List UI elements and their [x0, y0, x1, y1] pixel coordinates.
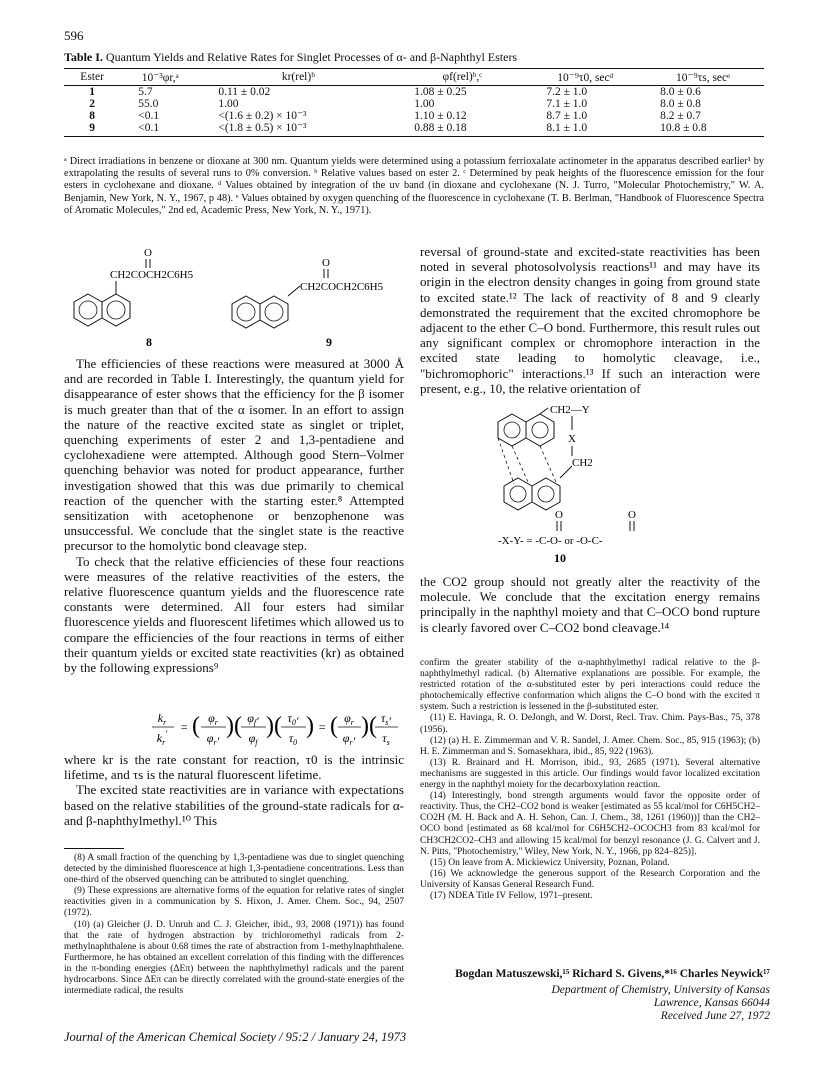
- quantum-yield-table: [64, 68, 764, 137]
- table-cell: 1: [89, 86, 95, 98]
- table-cell: 5.7: [138, 86, 153, 98]
- svg-text:τ0′: $\tau_0'$: [287, 711, 299, 728]
- s9-label: CH2COCH2C6H5: [300, 281, 384, 293]
- s10-formula: -X-Y- = -C-O- or -O-C-: [498, 535, 603, 547]
- footnote: (12) (a) H. E. Zimmerman and V. R. Sandel, J. Amer. Chem. Soc., 85, 915 (1963); (b) H. E. Zimmerman and S. Somasekhara, ibid., 85, 922 (1963).: [420, 735, 760, 757]
- paragraph: The efficiencies of these reactions were measured at 3000 Å and are recorded in Table I. Interestingly, the quantum yield for disappearance of ester shows that the efficiency for the β isomer is much greater than that of the α isomer. In an effort to assign the nature of the reactive excited state as singlet or triplet, quenching experiments of ester 2 and 1,3-pentadiene and cyclohexadiene were attempted. Although good Stern–Volmer quenching behavior was noted for product appearance, further investigation showed that this was due primarily to chemical reaction of the quencher with the starting ester.⁸ Attempted sensitization with acetophenone or benzophenone was unsuccessful. We conclude that the singlet state is the reactive precursor to the homolytic bond cleavage step.: [64, 356, 404, 554]
- footnote: (15) On leave from A. Mickiewicz University, Poznan, Poland.: [430, 857, 670, 868]
- affiliation-line: Lawrence, Kansas 66044: [653, 997, 770, 1009]
- right-column: [420, 244, 760, 396]
- affiliation-line: Department of Chemistry, University of Kansas: [551, 984, 770, 996]
- svg-text:φf: $\varphi_f$: [248, 731, 258, 747]
- s8-ring-a: [102, 294, 130, 326]
- table-cell: <0.1: [120, 122, 200, 137]
- footnote: (17) NDEA Title IV Fellow, 1971–present.: [430, 890, 593, 901]
- table-title-label: Table I.: [64, 50, 103, 64]
- svg-text:): ): [306, 713, 314, 739]
- footnote: (9) These expressions are alternative forms of the equation for relative rates of singlet reactivities given in a communication by S. Hixon, J. Amer. Chem. Soc., 94, 2507 (1972).: [64, 886, 404, 919]
- col-header: kr(rel)ᵇ: [200, 69, 396, 86]
- svg-text:kr′: $k_r'$: [156, 729, 168, 747]
- footnote-rule: [64, 848, 124, 849]
- svg-text:kr: $k_r$: [157, 711, 167, 727]
- s10-x: X: [568, 433, 576, 445]
- table-cell: 0.11 ± 0.02: [218, 86, 271, 98]
- paragraph: the CO2 group should not greatly alter the reactivity of the molecule. We conclude that the excitation energy remains principally in the naphthyl moiety and that C–OCO bond rupture is clearly favored over C–CO2 bond cleavage.¹⁴: [420, 574, 760, 635]
- svg-text:O: O: [628, 509, 636, 521]
- footnote: (10) (a) Gleicher (J. D. Unruh and C. J. Gleicher, ibid., 93, 2008 (1971)) has found that the rate of hydrogen abstraction by trichloromethyl radicals from 2-methylnaphthalene is about 0.68 times the rate of abstraction from 1-methylnaphthalene. Furthermore, he has obtained an excellent correlation of this finding with the differences in the π-bonding energies (ΔEπ) between the naphthylmethyl radicals and the parent hydrocarbons. Since ΔEπ can be directly correlated with the ground-state energies of the intermediate radical, the results: [64, 919, 404, 997]
- table-cell: 7.1 ± 1.0: [546, 98, 588, 110]
- table-cell: 1.00: [218, 98, 239, 110]
- footnote: (16) We acknowledge the generous support of the Research Corporation and the University of Kansas General Research Fund.: [420, 868, 760, 890]
- table-cell: 8.0 ± 0.6: [660, 86, 701, 98]
- table-cell: 8.2 ± 0.7: [660, 110, 701, 122]
- svg-text:)(: )(: [266, 713, 282, 739]
- table-cell: 8.7 ± 1.0: [546, 110, 588, 122]
- svg-text:φr: $\varphi_r$: [208, 711, 218, 727]
- table-title: [64, 50, 517, 65]
- s9-ring-b: [232, 296, 260, 328]
- table-cell: 1.08 ± 0.25: [414, 86, 467, 98]
- left-column: [64, 356, 404, 675]
- svg-text:τs′: $\tau_s'$: [380, 711, 392, 728]
- table-footnote: ᵃ Direct irradiations in benzene or dioxane at 300 nm. Quantum yields were determined using a potassium ferrioxalate actinometer in the apparatus described earlier¹ by extrapolating the results of several runs to 0% conversion. ᵇ Relative values based on ester 2. ᶜ Determined by peak heights of the fluorescence emission for the four esters in cyclohexane and dioxane. ᵈ Values obtained by integration of the uv band (in dioxane and cyclohexane (N. J. Turro, "Molecular Photochemistry," W. A. Benjamin, New York, N. Y., 1967, p 48). ᵉ Values obtained by oxygen quenching of the fluorescence in cyclohexane (T. B. Berlman, "Handbook of Fluorescence Spectra of Aromatic Molecules," 2nd ed, Academic Press, New York, N. Y., 1971).: [64, 156, 764, 216]
- left-column-continued: [64, 752, 404, 828]
- left-footnotes: [64, 848, 404, 997]
- s8-number: 8: [146, 335, 152, 349]
- table-cell: 1.10 ± 0.12: [414, 110, 467, 122]
- col-header: Ester: [64, 69, 120, 86]
- author-list: Bogdan Matuszewski,¹⁵ Richard S. Givens,*¹⁶ Charles Neywick¹⁷: [455, 968, 770, 980]
- table-cell: 8.1 ± 1.0: [528, 122, 642, 137]
- s10-ch2: CH2: [572, 457, 593, 469]
- table-cell: 55.0: [138, 98, 159, 110]
- svg-text:(: (: [330, 713, 338, 739]
- svg-text:(: (: [192, 713, 200, 739]
- footnote: confirm the greater stability of the α-naphthylmethyl radical relative to the β-naphthylmethyl radical. (b) Alternative explanations are possible. For example, the restricted rotation of the α-substituted ester by peri interactions could reduce the photochemically effective conformation which aligns the C–O bond with the excited π system. Such a restriction is lessened in the β-substituted ester.: [420, 658, 760, 713]
- svg-text:φr′: $\varphi_r'$: [342, 731, 356, 748]
- svg-text:)(: )(: [226, 713, 242, 739]
- s9-oxygen: O: [322, 257, 330, 269]
- footnote: (13) R. Brainard and H. Morrison, ibid., 93, 2685 (1971). Several alternative mechanisms are suggested in this article. Our findings would favor localized excitation energy in the naphthyl moiety for the decarboxylation reaction.: [420, 757, 760, 791]
- table-cell: <0.1: [138, 110, 160, 122]
- table-row: [64, 98, 764, 110]
- structure-10: [420, 404, 760, 566]
- s8-oxygen: O: [144, 247, 152, 259]
- s9-number: 9: [326, 335, 332, 349]
- footnote: (11) E. Havinga, R. O. DeJongh, and W. Dorst, Recl. Trav. Chim. Pays-Bas., 75, 378 (1956).: [420, 713, 760, 735]
- svg-text:φf′: $\varphi_f'$: [247, 711, 259, 728]
- paragraph: The excited state reactivities are in variance with expectations based on the relative stabilities of the ground-state radicals for α- and β-naphthylmethyl.¹⁰ This: [64, 782, 404, 828]
- table-title-text: Quantum Yields and Relative Rates for Singlet Processes of α- and β-Naphthyl Esters: [105, 50, 518, 64]
- table-cell: 9: [64, 122, 120, 137]
- col-header: 10⁻⁹τ0, secᵈ: [528, 69, 642, 86]
- footnote: (8) A small fraction of the quenching by 1,3-pentadiene was due to singlet quenching detected by the diminished fluorescence at high 1,3-pentadiene concentrations. Less than one-third of the observed quenching can be attributed to singlet quenching.: [64, 853, 404, 886]
- table-row: [64, 86, 764, 99]
- col-header: φf(rel)ᵇ,ᶜ: [396, 69, 528, 86]
- svg-text:τs: $\tau_s$: [382, 731, 390, 747]
- table-row: [64, 110, 764, 122]
- table-cell: 0.88 ± 0.18: [396, 122, 528, 137]
- received-date: Received June 27, 1972: [660, 1010, 770, 1022]
- svg-text:=: =: [180, 720, 189, 734]
- s10-number: 10: [554, 551, 566, 565]
- table-cell: 8.0 ± 0.8: [660, 98, 701, 110]
- svg-text:τ0: $\tau_0$: [288, 731, 298, 747]
- svg-text:)(: )(: [361, 713, 377, 739]
- paragraph: To check that the relative efficiencies of these four reactions were measures of the relative reactivities of the esters, the relative fluorescence quantum yields and the fluorescence rate constants were determined. All four esters had similar fluorescence yields and fluorescent lifetimes which allowed us to compare the efficiencies of the four reactions in terms of either their quantum yields or excited state reactivities (kr) as obtained by the following expressions⁹: [64, 553, 404, 676]
- table-row: [64, 122, 764, 137]
- table-cell: 2: [89, 98, 95, 110]
- s10-ch2y: CH2—Y: [550, 404, 590, 416]
- journal-footer: Journal of the American Chemical Society / 95:2 / January 24, 1973: [64, 1030, 407, 1044]
- right-column-continued: [420, 574, 760, 635]
- svg-text:O: O: [555, 509, 563, 521]
- footnote: (14) Interestingly, bond strength arguments would favor the opposite order of reactivity. Thus, the CH2–CO2 bond is weaker [estimated as 55 kcal/mol for C6H5CH2–CO2H (M. H. Back and A. H. Sehon, Can. J. Chem., 38, 1261 (1960))] than the CH2–OCO bond [estimated as 68 kcal/mol for C6H5CH2–OCOCH3 from 83 kcal/mol for CH3CH2CO2–CH3 and allowing 15 kcal/mol for benzyl resonance (J. G. Calvert and J. N. Pitts, "Photochemistry," Wiley, New York, N. Y., 1966, pp 824–825)].: [420, 791, 760, 857]
- table-cell: 8: [89, 110, 95, 122]
- affiliation: [420, 984, 770, 1023]
- page-number: 596: [64, 28, 84, 43]
- col-header: 10⁻³φr,ᵃ: [120, 69, 200, 86]
- table-cell: <(1.6 ± 0.2) × 10⁻³: [218, 110, 307, 122]
- svg-text:φr: $\varphi_r$: [344, 711, 354, 727]
- right-footnotes: [420, 658, 760, 902]
- structures-8-9: [64, 246, 404, 356]
- table-cell: <(1.8 ± 0.5) × 10⁻³: [200, 122, 396, 137]
- svg-text:=: =: [318, 720, 327, 734]
- svg-text:φr′: $\varphi_r'$: [206, 731, 220, 748]
- table-cell: 10.8 ± 0.8: [642, 122, 764, 137]
- s8-label: CH2COCH2C6H5: [110, 269, 194, 281]
- s9-ring-a: [260, 296, 288, 328]
- table-cell: 7.2 ± 1.0: [546, 86, 588, 98]
- paragraph: reversal of ground-state and excited-state reactivities has been noted in several photosolvolysis reactions¹¹ and may have its origin in the electron density changes in going from ground state to excited state.¹² The lack of reactivity of 8 and 9 clearly demonstrated the requirement that the excited chromophore be adjacent to the ether C–O bond. Furthermore, this result rules out any significant complex or chromophore interaction in the excited state leading to homolytic cleavage, i.e., "bichromophoric" interactions.¹³ If such an interaction were present, e.g., 10, the relative orientation of: [420, 244, 760, 396]
- rate-equation: [64, 706, 404, 750]
- paragraph: where kr is the rate constant for reaction, τ0 is the intrinsic lifetime, and τs is the natural fluorescent lifetime.: [64, 752, 404, 783]
- col-header: 10⁻⁹τs, secᵉ: [642, 69, 764, 86]
- table-header-row: [64, 69, 764, 86]
- table-cell: 1.00: [414, 98, 435, 110]
- s8-ring-b: [74, 294, 102, 326]
